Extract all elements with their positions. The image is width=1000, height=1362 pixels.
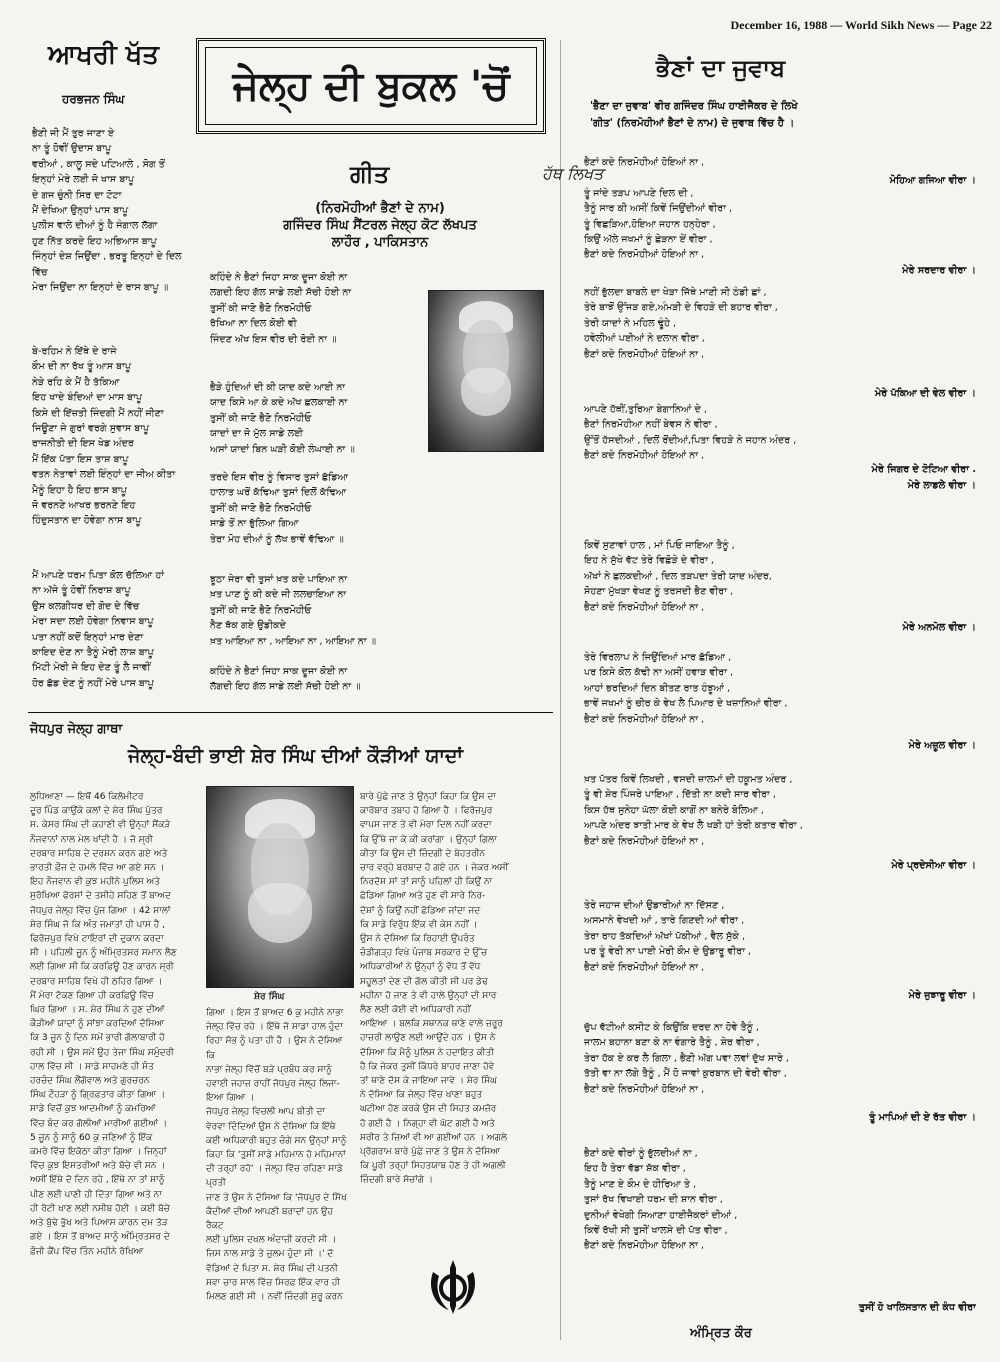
right-poem-refrain: ਤੁਸੀਂ ਹੋ ਖਾਲਿਸਤਾਨ ਦੀ ਕੰਧ ਵੀਰਾ [858, 1302, 976, 1313]
right-poem-stanza: ਤੇਰੇ ਵਿਰਲਾਪ ਨੇ ਜਿਉਂਦਿਆਂ ਮਾਰ ਛੱਡਿਆ , ਪਰ ਕਿਸੇ ਕੋਲ ਕੱਢੀ ਨਾ ਅਸੀਂ ਹਵਾੜ ਵੀਰਾ , ਆਹਾਂ ਭਰਦਿਆਂ ਦਿਨ ਬੀਤਣ ਰਾਤ ਹੰਝੂਆਂ , ਭਾਵੇਂ ਜਖਮਾਂ ਨੂੰ ਚੀਰ ਕੇ ਵੇਖ ਲੈ ਪਿਆਰ ਦੇ ਖਜ਼ਾਨਿਆਂ ਵੀਰਾ , ਭੈਣਾਂ ਕਦੇ ਨਿਰਮੋਹੀਆਂ ਹੋਇਆਂ ਨਾ , [584, 652, 788, 725]
middle-poem-stanza-3: ਤਰਦੇ ਇਸ ਵੀਰ ਨੂੰ ਵਿਸਾਰ ਤੁਸਾਂ ਛੱਡਿਆ ਹਾਲਾਤ ਘਰੋਂ ਕੱਢਿਆ ਤੁਸਾਂ ਦਿਲੋਂ ਕੱਢਿਆ ਤੁਸੀਂ ਕੀ ਜਾਣੋ ਭੈਣੋ ਨਿਰਮੋਹੀਓ ਸਾਡੇ ਤੋਂ ਨਾ ਭੁੱਲਿਆ ਗਿਆ ਤੇਰਾ ਮੋਹ ਦੀਆਂ ਨੂੰ ਲੱਖ ਭਾਵੇਂ ਵੱਢਿਆ ॥ [210, 472, 349, 545]
dateline: December 16, 1988 — World Sikh News — Page 22 [730, 18, 992, 32]
right-poem-stanza: ਨਹੀਂ ਭੁੱਲਦਾ ਬਾਬਲੇ ਦਾ ਖੇੜਾ ਜਿੱਥੇ ਮਾਣੀ ਸੀ ਠੰਡੀ ਛਾਂ , ਤੇਰੇ ਬਾਝੋਂ ਉੱਜੜ ਗਏ,ਅੰਮੜੀ ਦੇ ਵਿਹੜੇ ਦੀ ਬਹਾਰ ਵੀਰਾ , ਤੇਰੀ ਯਾਦਾਂ ਨੇ ਮਹਿਲ ਢੂੰਹੇ , ਹਵੇਲੀਆਂ ਪਈਆਂ ਨੇ ਦਲਾਨ ਵੀਰਾ , ਭੈਣਾਂ ਕਦੇ ਨਿਰਮੋਹੀਆਂ ਹੋਇਆਂ ਨਾ , [584, 287, 778, 360]
middle-poem-stanza-5: ਕਹਿੰਦੇ ਨੇ ਭੈਣਾਂ ਜਿਹਾ ਸਾਕ ਦੂਜਾ ਕੋਈ ਨਾ ਲੱਗਦੀ ਇਹ ਗੱਲ ਸਾਡੇ ਲਈ ਸੱਚੀ ਹੋਈ ਨਾ ॥ [210, 666, 361, 693]
right-poem-refrain: ਮੇਰੇ ਅਜ਼ੂਲ ਵੀਰਾ । [908, 740, 976, 751]
right-poem-refrain: ਮੇਰੇ ਜਿਗਰ ਦੇ ਟੋਟਿਆ ਵੀਰਾ . ਮੇਰੇ ਲਾਡਲੇ ਵੀਰਾ । [871, 464, 976, 491]
article-headline: ਜੇਲ੍ਹ-ਬੰਦੀ ਭਾਈ ਸ਼ੇਰ ਸਿੰਘ ਦੀਆਂ ਕੌੜੀਆਂ ਯਾਦਾਂ [128, 745, 463, 767]
right-poem-stanza: ਚੁੱਪ ਵੱਟੀਆਂ ਕਸੀਟ ਕੇ ਕਿਉਂਕਿ ਦਰਦ ਨਾ ਹੋਵੇ ਤੈਨੂੰ , ਜਾਲਮ ਬਹਾਨਾ ਬਣਾ ਕੇ ਨਾ ਵੰਗਾਰੇ ਤੈਨੂੰ , ਸ਼ੇਰ ਵੀਰਾ , ਤੇਰਾ ਹੱਕ ਏ ਕਰ ਲੈ ਗਿਲਾ , ਭੈਣੀ ਅੱਗ ਪਵਾ ਲਵਾਂ ਦੁੱਖ ਸਾਰੇ , ਤੱਤੀ ਵਾ ਨਾ ਲੱਗੇ ਤੈਨੂੰ , ਮੈਂ ਹੋ ਜਾਵਾਂ ਕੁਰਬਾਨ ਦੀ ਵੇਰੀ ਵੀਰਾ , ਭੈਣਾਂ ਕਦੇ ਨਿਰਮੋਹੀਆਂ ਹੋਇਆਂ ਨਾ , [584, 1022, 789, 1095]
left-poem-stanza-3: ਮੈਂ ਆਪਣੇ ਧਰਮ ਪਿਤਾ ਕੋਲ ਚੱਲਿਆ ਹਾਂ ਨਾ ਅੱਜੇ ਤੂੰ ਹੋਵੀਂ ਨਿਰਾਸ਼ ਬਾਪੂ ਉਸ ਕਲਗੀਧਰ ਦੀ ਗੋਦ ਦੇ ਵਿੱਚ ਮੇਰਾ ਸਦਾ ਲਈ ਹੋਵੇਗਾ ਨਿਵਾਸ ਬਾਪੂ ਪਤਾ ਨਹੀਂ ਕਦੋਂ ਇਨ੍ਹਾਂ ਮਾਰ ਦੇਣਾ ਕਾਇਦ ਦੇਣ ਨਾ ਤੈਨੂੰ ਮੇਰੀ ਲਾਸ਼ ਬਾਪੂ ਮਿੱਟੀ ਮੇਰੀ ਜੇ ਇਹ ਦੇਣ ਤੂੰ ਲੈ ਜਾਵੀਂ ਹੋਰ ਛੱਡ ਦੇਣ ਨੂੰ ਨਹੀਂ ਮੇਰੇ ਪਾਸ ਬਾਪੂ [32, 570, 165, 689]
right-poem-stanza: ਕਿਵੇਂ ਸੁਣਾਵਾਂ ਹਾਲ , ਮਾਂ ਪਿਓ ਜਾਇਆ ਤੈਨੂੰ , ਇਹ ਨੇ ਸੁੱਖੇ ਵੱਟ ਤੇਰੇ ਵਿਛੋੜੇ ਦੇ ਵੀਰਾ , ਅੱਖਾਂ ਨੇ ਛਲਕਦੀਆਂ , ਦਿਲ ਤੜਪਦਾ ਤੇਰੀ ਯਾਦ ਅੰਦਰ, ਸੋਹਣਾ ਮੁੱਖੜਾ ਵੇਖਣ ਨੂੰ ਤਰਸਦੀ ਭੈਣ ਵੀਰਾ , ਭੈਣਾਂ ਕਦੇ ਨਿਰਮੋਹੀਆਂ ਹੋਇਆਂ ਨਾ , [584, 540, 772, 613]
khanda-emblem-icon [425, 1254, 481, 1326]
middle-poem-author: ਗਜਿੰਦਰ ਸਿੰਘ ਸੈਂਟਰਲ ਜੇਲ੍ਹ ਕੋਟ ਲੱਖਪਤ [283, 218, 477, 233]
right-poem-stanza: ਆਪਣੇ ਹੱਥੀਂ,ਤੁਰਿਆ ਬੇਗਾਨਿਆਂ ਦੇ , ਭੈਣਾਂ ਨਿਰਮੋਹੀਆ ਨਹੀਂ ਬੇਵਸ ਨੇ ਵੀਰਾ , ਉੱਤੋਂ ਹੱਸਦੀਆਂ , ਦਿਲੋਂ ਰੋਂਦੀਆਂ,ਪਿਤਾ ਵਿਹੜੇ ਨੇ ਜਹਾਨ ਅੰਦਰ , ਭੈਣਾਂ ਕਦੇ ਨਿਰਮੋਹੀਆਂ ਹੋਇਆਂ ਨਾ , [584, 404, 797, 462]
right-poem-stanza: ਖ਼ਤ ਪੱਤਰ ਕਿਵੇਂ ਲਿਖਦੀ , ਵਸਦੀ ਜ਼ਾਲਮਾਂ ਦੀ ਹਕੂਮਤ ਅੰਦਰ , ਤੂੰ ਵੀ ਸ਼ੇਰ ਪਿੰਜਰੇ ਪਾਇਆ , ਦਿੱਤੀ ਨਾ ਕਦੀ ਸਾਰ ਵੀਰਾ , ਕਿਸ ਹੱਥ ਸੁਨੇਹਾ ਘੱਲਾ ਕੋਈ ਕਾਗੋਂ ਨਾ ਬਨੇਰੇ ਬੋਲਿਆ , ਆਪਣੇ ਅੰਦਰ ਝਾਤੀ ਮਾਰ ਕੇ ਵੇਖ ਲੈ ਖੜੀ ਹਾਂ ਤੇਰੀ ਕਤਾਰ ਵੀਰਾ , ਭੈਣਾਂ ਕਦੇ ਨਿਰਮੋਹੀਆਂ ਹੋਇਆਂ ਨਾ , [584, 774, 803, 847]
right-poem-title: ਭੈਣਾਂ ਦਾ ਜੁਵਾਬ [656, 54, 786, 82]
right-poem-stanza: ਤੇਰੇ ਜਹਾਜ ਦੀਆਂ ਉਡਾਰੀਆਂ ਨਾ ਦਿੱਸਣ , ਅਸਮਾਨੇ ਵੇਖਦੀ ਆਂ , ਤਾਰੇ ਗਿਣਦੀ ਆਂ ਵੀਰਾ , ਤੇਰਾ ਰਾਹ ਤੱਕਦਿਆਂ ਅੱਖਾਂ ਪੱਕੀਆਂ , ਵੈਲ ਸੁੱਕੇ , ਪਰ ਤੂੰ ਵੇਰੀ ਨਾ ਪਾਈ ਮੇਰੀ ਕੌਮ ਦੇ ਉਡਾਰੂ ਵੀਰਾ , ਭੈਣਾਂ ਕਦੇ ਨਿਰਮੋਹੀਆਂ ਹੋਇਆਂ ਨਾ , [584, 900, 752, 973]
middle-poem-stanza-4: ਝੂਠਾ ਜੇਰਾ ਵੀ ਤੁਸਾਂ ਖ਼ਤ ਕਦੇ ਪਾਇਆ ਨਾ ਖ਼ਤ ਪਾਣ ਨੂੰ ਕੀ ਕਦੇ ਜੀ ਲਲਚਾਇਆ ਨਾ ਤੁਸੀਂ ਕੀ ਜਾਣੋ ਭੈਣੋ ਨਿਰਮੋਹੀਓ ਨੈਣ ਥੱਕ ਗਏ ਉਡੀਕਦੇ ਖ਼ਤ ਆਇਆ ਨਾ , ਆਇਆ ਨਾ , ਆਇਆ ਨਾ ॥ [210, 574, 377, 647]
left-poem-author: ਹਰਭਜਨ ਸਿੰਘ [62, 92, 125, 106]
middle-poem-stanza-2: ਭੈੜੇ ਹੁੰਦਿਆਂ ਦੀ ਕੀ ਯਾਦ ਕਦੇ ਆਈ ਨਾ ਯਾਦ ਕਿਸੇ ਆ ਕੇ ਕਦੇ ਅੱਖ ਛਲਕਾਈ ਨਾ ਤੁਸੀਂ ਕੀ ਜਾਣੋ ਭੈਣੋ ਨਿਰਮੋਹੀਓ ਯਾਦਾਂ ਦਾ ਜੋ ਮੁੱਲ ਸਾਡੇ ਲਈ ਅਸਾਂ ਯਾਦਾਂ ਬਿਨ ਘੜੀ ਕੋਈ ਲੰਘਾਈ ਨਾ ॥ [210, 382, 355, 455]
middle-poem-stanza-1: ਕਹਿੰਦੇ ਨੇ ਭੈਣਾਂ ਜਿਹਾ ਸਾਕ ਦੂਜਾ ਕੋਈ ਨਾ ਲਗਦੀ ਇਹ ਗੱਲ ਸਾਡੇ ਲਈ ਸੱਚੀ ਹੋਈ ਨਾ ਤੁਸੀਂ ਕੀ ਜਾਣੋ ਭੈਣੋ ਨਿਰਮੋਹੀਓ ਰੱਖਿਆ ਨਾ ਦਿਲ ਕੋਈ ਵੀ ਜਿੰਦਣ ਅੱਖ ਇਸ ਵੀਰ ਦੀ ਰੋਈ ਨਾ ॥ [210, 272, 352, 345]
section-banner [196, 38, 546, 134]
middle-poem-place: ਲਾਹੌਰ , ਪਾਕਿਸਤਾਨ [331, 235, 429, 250]
right-poem-inline-address: ਮੋਹਿਆ ਗਜਿਆ ਵੀਰਾ । [889, 175, 976, 186]
right-poem-refrain: ਮੇਰੇ ਅਨਮੋਲ ਵੀਰਾ । [902, 622, 976, 633]
handwritten-note: ਹੱਥ ਲਿਖਤ [542, 164, 604, 183]
right-poem-refrain: ਤੂੰ ਮਾਪਿਆਂ ਦੀ ਏ ਰੱਤ ਵੀਰਾ । [869, 1112, 976, 1123]
right-poem-refrain: ਮੇਰੇ ਪ੍ਰਦੇਸੀਆ ਵੀਰਾ । [891, 860, 976, 871]
middle-poem-subtitle: (ਨਿਰਮੋਹੀਆਂ ਭੈਣਾਂ ਦੇ ਨਾਮ) [315, 201, 445, 216]
sher-singh-photo [206, 786, 354, 988]
article-column-3: ਬਾਰੇ ਪੁੱਛੇ ਜਾਣ ਤੇ ਉਨ੍ਹਾਂ ਕਿਹਾ ਕਿ ਉਸ ਦਾ ਕਾਰੋਬਾਰ ਤਬਾਹ ਹੋ ਗਿਆ ਹੈ । ਫਿਰੋਜ਼ਪੁਰ ਵਾਪਸ ਜਾਣ ਤੇ ਵੀ ਮੇਰਾ ਦਿਲ ਨਹੀਂ ਕਰਦਾ ਕਿ ਉੱਥੇ ਜਾ ਕੇ ਕੀ ਕਰਾਂਗਾ । ਉਨ੍ਹਾਂ ਗਿਲਾ ਕੀਤਾ ਕਿ ਉਸ ਦੀ ਜ਼ਿੰਦਗੀ ਦੇ ਬੇਹਤਰੀਨ ਚਾਰ ਵਰ੍ਹੇ ਬਰਬਾਦ ਹੋ ਗਏ ਹਨ । ਜੇਕਰ ਅਸੀਂ ਨਿਰਦੋਸ਼ ਸਾਂ ਤਾਂ ਸਾਨੂੰ ਪਹਿਲਾਂ ਹੀ ਕਿਉਂ ਨਾ ਛੱਡਿਆ ਗਿਆ ਅਤੇ ਹੁਣ ਵੀ ਸਾਰੇ ਨਿਰ- ਦੋਸ਼ਾਂ ਨੂੰ ਕਿਉਂ ਨਹੀਂ ਛੱਡਿਆ ਜਾਂਦਾ ਜਦ ਕਿ ਸਾਡੇ ਵਿਰੁੱਧ ਇੱਕ ਵੀ ਕੇਸ ਨਹੀਂ । ਉਸ ਨੇ ਦੱਸਿਆ ਕਿ ਰਿਹਾਈ ਉਪਰੰਤ ਚੰਡੀਗੜ੍ਹ ਵਿਖੇ ਪੰਜਾਬ ਸਰਕਾਰ ਦੇ ਉੱਚ ਅਧਿਕਾਰੀਆਂ ਨੇ ਉਨ੍ਹਾਂ ਨੂੰ ਵੱਧ ਤੋਂ ਵੱਧ ਸਹੂਲਤਾਂ ਦੇਣ ਦੀ ਗੱਲ ਕੀਤੀ ਸੀ ਪਰ ਡੇਢ ਮਹੀਨਾ ਹੋ ਜਾਣ ਤੇ ਵੀ ਹਾਲੇ ਉਨ੍ਹਾਂ ਦੀ ਸਾਰ ਲੈਣ ਲਈ ਕੋਈ ਵੀ ਅਧਿਕਾਰੀ ਨਹੀਂ ਆਇਆ । ਬਲਕਿ ਸਥਾਨਕ ਥਾਣੇ ਵਾਲੇ ਜ਼ਰੂਰ ਹਾਜ਼ਰੀ ਲਾਉਣ ਲਈ ਆਉਂਦੇ ਹਨ । ਉਸ ਨੇ ਦੱਸਿਆ ਕਿ ਮੈਨੂੰ ਪੁਲਿਸ ਨੇ ਹਦਾਇਤ ਕੀਤੀ ਹੈ ਕਿ ਜੇਕਰ ਤੁਸੀਂ ਕਿੱਧਰੇ ਬਾਹਰ ਜਾਣਾ ਹੋਵੇ ਤਾਂ ਥਾਣੇ ਦੱਸ ਕੇ ਜਾਇਆ ਜਾਵੇ । ਸ਼ੇਰ ਸਿੰਘ ਨੇ ਦੱਸਿਆ ਕਿ ਜੇਲ੍ਹ ਵਿੱਚ ਖਾਣਾ ਬਹੁਤ ਘਟੀਆ ਹੋਣ ਕਰਕੇ ਉਸ ਦੀ ਸਿਹਤ ਕਮਜ਼ੋਰ ਹੋ ਗਈ ਹੈ । ਨਿਗ੍ਹਾ ਵੀ ਘੱਟ ਗਈ ਹੈ ਅਤੇ ਸਰੀਰ ਤੇ ਜ਼ਿਆਂ ਵੀ ਆ ਗਈਆਂ ਹਨ । ਅਗਲੇ ਪ੍ਰੋਗਰਾਮ ਬਾਰੇ ਪੁੱਛੇ ਜਾਣ ਤੇ ਉਸ ਨੇ ਦੱਸਿਆ ਕਿ ਪੂਰੀ ਤਰ੍ਹਾਂ ਸਿਹਤਯਾਬ ਹੋਣ ਤੇ ਹੀ ਅਗਲੀ ਜ਼ਿੰਦਗੀ ਬਾਰੇ ਸੋਚਾਂਗੇ । [360, 792, 509, 1186]
left-poem-stanza-1: ਭੈਣੀ ਜੀ ਮੈਂ ਤੁਰ ਜਾਣਾ ਏ ਨਾ ਤੂੰ ਹੋਵੀਂ ਉਦਾਸ ਬਾਪੂ ਵਰੀਆਂ , ਕਾਲੂ ਸਦੇ ਪਟਿਆਲੇ , ਸੋਗ ਤੋਂ ਇਨ੍ਹਾਂ ਮੇਰੇ ਲਈ ਜੋ ਖਾਸ ਬਾਪੂ ਦੇ ਗਜ ਚੁੰਨੀ ਸਿਰ ਦਾ ਟੋਟਾ ਮੈਂ ਦੇਖਿਆ ਉਨ੍ਹਾਂ ਪਾਸ ਬਾਪੂ ਪੁਲੀਸ ਵਾਲੇ ਦੀਆਂ ਨੂੰ ਹੈ ਜੰਗਾਲ ਲੱਗਾ ਹੁਣ ਨਿੱਤ ਕਰਦੇ ਇਹ ਅਭਿਆਸ ਬਾਪੂ ਜਿੰਨ੍ਹਾਂ ਦੇਸ਼ ਜਿਉਂਦਾ , ਭਰਤੂ ਇਨ੍ਹਾਂ ਦੇ ਦਿਲ ਵਿੱਚ ਮੇਰਾ ਜਿਉਂਦਾ ਨਾ ਇਨ੍ਹਾਂ ਦੇ ਰਾਸ ਬਾਪੂ ॥ [32, 128, 182, 294]
right-poem-stanza: ਭੈਣਾਂ ਕਦੇ ਵੀਰਾਂ ਨੂੰ ਭੁੱਲਦੀਆਂ ਨਾ , ਇਹ ਹੈ ਤੇਰਾ ਵੱਡਾ ਸ਼ੱਕ ਵੀਰਾ , ਤੈਨੂੰ ਮਾਣ ਏ ਕੌਮ ਦੇ ਹੀਰਿਆ ਤੇ , ਤੁਸਾਂ ਰੱਖ ਵਿਖਾਈ ਧਰਮ ਦੀ ਸ਼ਾਨ ਵੀਰਾ , ਦੁਨੀਆਂ ਵੇਖੇਗੀ ਸਿਆਣਾ ਹਾਈਜੈਕਰਾਂ ਦੀਆਂ , ਕਿਵੇਂ ਰੱਖੀ ਸੀ ਤੁਸੀਂ ਖਾਲਸੇ ਦੀ ਪੱਤ ਵੀਰਾ , ਭੈਣਾਂ ਕਦੇ ਨਿਰਮੋਹੀਆ ਹੋਇਆ ਨਾ , [584, 1148, 738, 1252]
article-column-2: ਗਿਆ । ਇਸ ਤੋਂ ਬਾਅਦ 6 ਕੁ ਮਹੀਨੇ ਨਾਭਾ ਜੇਲ੍ਹ ਵਿੱਚ ਰਹੇ । ਇੱਥੇ ਜੋ ਸਾਡਾ ਹਾਲ ਹੁੰਦਾ ਰਿਹਾ ਸੱਭ ਨੂੰ ਪਤਾ ਹੀ ਹੈ । ਉਸ ਨੇ ਦੱਸਿਆ ਕਿ ਨਾਭਾ ਜੇਲ੍ਹ ਵਿੱਚੋਂ ਬੜੇ ਪ੍ਰਬੰਧ ਕਰ ਸਾਨੂੰ ਹਵਾਈ ਜਹਾਜ਼ ਰਾਹੀਂ ਜੋਧਪੁਰ ਜੇਲ੍ਹ ਲਿਜਾ- ਇਆ ਗਿਆ । ਜੋਧਪੁਰ ਜੇਲ੍ਹ ਵਿਚਲੀ ਆਪ ਬੀਤੀ ਦਾ ਵੇਰਵਾ ਦਿੰਦਿਆਂ ਉਸ ਨੇ ਦੱਸਿਆ ਕਿ ਇੱਥੇ ਕਈ ਅਧਿਕਾਰੀ ਬਹੁਤ ਚੰਗੇ ਸਨ ਉਨ੍ਹਾਂ ਸਾਨੂੰ ਕਿਹਾ ਕਿ 'ਤੁਸੀਂ ਸਾਡੇ ਮਹਿਮਾਨ ਹੋ ਮਹਿਮਾਨਾਂ ਦੀ ਤਰ੍ਹਾਂ ਰਹੋ' । ਜੇਲ੍ਹ ਵਿੱਚ ਰਹਿਣਾ ਸਾਡੇ ਪ੍ਰਤੀ ਜਾਣ ਤੇ ਉਸ ਨੇ ਦੱਸਿਆ ਕਿ 'ਜੋਧਪੁਰ ਦੇ ਸਿੱਖ ਕੈਦੀਆਂ ਦੀਆਂ ਆਪਣੀ ਬਰਾਦਾਂ ਹਨ ਉਹ ਰੈਕਟ ਲਈ ਪੁਲਿਸ ਦਖਲ ਅੰਦਾਜ਼ੀ ਕਰਦੀ ਸੀ । ਜਿਸ ਨਾਲ ਸਾਡੇ ਤੇ ਜ਼ੁਲਮ ਹੁੰਦਾ ਸੀ ।' ਦੋ ਵੱਡਿਆਂ ਦੇ ਪਿਤਾ ਸ. ਸ਼ੇਰ ਸਿੰਘ ਦੀ ਪਤਨੀ ਸਵਾ ਚਾਰ ਸਾਲ ਵਿੱਚ ਸਿਰਫ਼ ਇੱਕ ਵਾਰ ਹੀ ਮਿਲਣ ਗਈ ਸੀ । ਨਵੀਂ ਜ਼ਿੰਦਗੀ ਸ਼ੁਰੂ ਕਰਨ [206, 1008, 347, 1303]
column-divider [560, 40, 561, 1340]
photo-caption: ਸ਼ੇਰ ਸਿੰਘ [254, 992, 285, 1002]
right-poem-refrain: ਮੇਰੇ ਪੱਕਿਆ ਦੀ ਵੇਲ ਵੀਰਾ । [874, 388, 976, 399]
middle-poem-title: ਗੀਤ [350, 160, 390, 188]
right-poem-refrain: ਮੇਰੇ ਸਰਦਾਰ ਵੀਰਾ । [902, 265, 976, 276]
article-column-1: ਲੁਧਿਆਣਾ — ਇਥੋਂ 46 ਕਿਲੋਮੀਟਰ ਦੂਰ ਪਿੰਡ ਕਾਉਂਕੇ ਕਲਾਂ ਦੇ ਸ਼ੇਰ ਸਿੰਘ ਪੁੱਤਰ ਸ. ਕੇਸਰ ਸਿੰਘ ਦੀ ਕਹਾਣੀ ਵੀ ਉਨ੍ਹਾਂ ਸੈਂਕੜੇ ਨੌਜਵਾਨਾਂ ਨਾਲ ਮੇਲ ਖਾਂਦੀ ਹੈ । ਜੋ ਸ੍ਰੀ ਦਰਬਾਰ ਸਾਹਿਬ ਦੇ ਦਰਸ਼ਨ ਕਰਨ ਗਏ ਅਤੇ ਭਾਰਤੀ ਫ਼ੌਜ ਦੇ ਹਮਲੇ ਵਿੱਚ ਆ ਗਏ ਸਨ । ਇਹ ਨੌਜਵਾਨ ਵੀ ਕੁਝ ਮਹੀਨੇ ਪੁਲਿਸ ਅਤੇ ਸੁਰੱਖਿਆ ਫੋਰਸਾਂ ਦੇ ਤਸੀਹੇ ਸਹਿਣ ਤੋਂ ਬਾਅਦ ਜੋਧਪੁਰ ਜੇਲ੍ਹ ਵਿੱਚ ਪੁੱਜ ਗਿਆ । 42 ਸਾਲਾਂ ਸ਼ੇਰ ਸਿੰਘ ਜੋ ਕਿ ਅੰਤ ਜਮਾਤਾਂ ਹੀ ਪਾਸ ਹੈ , ਫਿਰੋਜ਼ਪੁਰ ਵਿਖੇ ਟਾਇਰਾਂ ਦੀ ਦੁਕਾਨ ਕਰਦਾ ਸੀ । ਪਹਿਲੀ ਜੂਨ ਨੂੰ ਅੰਮ੍ਰਿਤਸਰ ਸਮਾਨ ਲੈਣ ਲਈ ਗਿਆ ਸੀ ਕਿ ਕਰਫ਼ਿਊ ਹੋਣ ਕਾਰਨ ਸ੍ਰੀ ਦਰਬਾਰ ਸਾਹਿਬ ਵਿਖੇ ਹੀ ਠਹਿਰ ਗਿਆ । ਮੈਂ ਮੇਰਾ ਟੋਕਣ ਗਿਆ ਹੀ ਕਰਫ਼ਿਊ ਵਿੱਚ ਘਿਰ ਗਿਆ । ਸ. ਸ਼ੇਰ ਸਿੰਘ ਨੇ ਹੁਣ ਦੀਆਂ ਕੌੜੀਆਂ ਯਾਦਾਂ ਨੂੰ ਸਾਂਝਾ ਕਰਦਿਆਂ ਦੱਸਿਆ ਕਿ 3 ਜੂਨ ਨੂੰ ਦਿਨ ਸਮੇਂ ਭਾਰੀ ਗੋਲਾਬਾਰੀ ਹੋ ਰਹੀ ਸੀ । ਉਸ ਸਮੇਂ ਉਹ ਤੇਜਾ ਸਿੰਘ ਸਮੁੰਦਰੀ ਹਾਲ ਵਿੱਚ ਸੀ । ਸਾਡੇ ਸਾਹਮਣੇ ਹੀ ਸੰਤ ਹਰਚੰਦ ਸਿੰਘ ਲੌਂਗੋਵਾਲ ਅਤੇ ਗੁਰਚਰਨ ਸਿੰਘ ਟੌਹੜਾ ਨੂੰ ਗ੍ਰਿਫ਼ਤਾਰ ਕੀਤਾ ਗਿਆ । ਸਾਡੇ ਵਿਚੋਂ ਕੁਝ ਆਦਮੀਆਂ ਨੂੰ ਕਮਰਿਆਂ ਵਿੱਚ ਬੰਦ ਕਰ ਗੋਲੀਆਂ ਮਾਰੀਆਂ ਗਈਆਂ । 5 ਜੂਨ ਨੂੰ ਸਾਨੂੰ 60 ਕੁ ਜਣਿਆਂ ਨੂੰ ਇੱਕ ਕਮਰੇ ਵਿੱਚ ਇਕੱਠਾ ਕੀਤਾ ਗਿਆ । ਜਿਨ੍ਹਾਂ ਵਿੱਚ ਕੁਝ ਇਸਤਰੀਆਂ ਅਤੇ ਬੱਚੇ ਵੀ ਸਨ । ਅਸੀਂ ਇੱਥੇ ਦੋ ਦਿਨ ਰਹੇ , ਇੱਥੇ ਨਾ ਤਾਂ ਸਾਨੂੰ ਪੀਣ ਲਈ ਪਾਣੀ ਹੀ ਦਿੱਤਾ ਗਿਆ ਅਤੇ ਨਾ ਹੀ ਰੋਟੀ ਖਾਣ ਲਈ ਨਸੀਬ ਹੋਈ । ਕਈ ਬੱਚੇ ਅਤੇ ਬੁੱਢੇ ਭੁੱਖ ਅਤੇ ਪਿਆਸ ਕਾਰਨ ਦਮ ਤੋੜ ਗਏ । ਇਸ ਤੋਂ ਬਾਅਦ ਸਾਨੂੰ ਅੰਮ੍ਰਿਤਸਰ ਦੇ ਫ਼ੌਜੀ ਕੈਂਪ ਵਿੱਚ ਤਿੰਨ ਮਹੀਨੇ ਰੱਖਿਆ [30, 792, 177, 1257]
gajinder-singh-photo [428, 290, 544, 452]
banner-title: ਜੇਲ੍ਹ ਦੀ ਬੁਕਲ 'ਚੋਂ [205, 47, 537, 125]
middle-poem-byline [200, 200, 560, 251]
right-poem-refrain: ਮੇਰੇ ਜੁਝਾਰੂ ਵੀਰਾ । [908, 990, 976, 1001]
left-poem-stanza-2: ਬੇ-ਰਹਿਮ ਨੇ ਇੱਥੇ ਦੇ ਰਾਜੇ ਕੌਮ ਦੀ ਨਾ ਰੱਖ ਤੂੰ ਆਸ ਬਾਪੂ ਨੇੜੇ ਰਹਿ ਕੇ ਮੈਂ ਹੈ ਤੱਕਿਆ ਇਹ ਖਾਦੇ ਬੰਦਿਆਂ ਦਾ ਮਾਸ ਬਾਪੂ ਕਿਸੇ ਦੀ ਇੱਜ਼ਤੀ ਜਿੰਦਗੀ ਮੈਂ ਨਹੀਂ ਜੀਣਾ ਜਿਊਣਾ ਜੇ ਗੁਰਾਂ ਵਰਗੇ ਸੁਵਾਸ ਬਾਪੂ ਰਾਜਨੀਤੀ ਦੀ ਇਸ ਖੇਡ ਅੰਦਰ ਮੈਂ ਇੱਕ ਪੱਤਾ ਇਸ ਤਾਸ਼ ਬਾਪੂ ਵਤਨ ਨੇਤਾਵਾਂ ਲਈ ਇੰਨ੍ਹਾਂ ਦਾ ਜੀਅ ਕੀਤਾ ਮੈਨੂੰ ਇਹਾ ਹੈ ਇਹ ਭਾਸ ਬਾਪੂ ਜੋ ਵਰਨਣੇ ਆਖਰ ਭਰਨਣੇ ਇਹ ਹਿੰਦੁਸਤਾਨ ਦਾ ਹੋਵੇਗਾ ਨਾਸ ਬਾਪੂ [32, 346, 176, 527]
section-divider [28, 712, 553, 713]
right-poem-stanza: ਭੈਣਾਂ ਕਦੇ ਨਿਰਮੋਹੀਆਂ ਹੋਇਆਂ ਨਾ , ਤੂੰ ਜਾਂਦੇ ਤੜਪ ਆਪਣੇ ਦਿਲ ਦੀ , ਤੈਨੂੰ ਸਾਰ ਕੀ ਅਸੀਂ ਕਿਵੇਂ ਜਿਉਂਦੀਆਂ ਵੀਰਾ , ਤੂੰ ਵਿਛੜਿਆ,ਹੋਇਆ ਜਹਾਨ ਹਨ੍ਹੇਰਾ , ਕਿਉਂ ਅੱਲੇ ਜਖਮਾਂ ਨੂੰ ਛੇੜਨਾ ਏਂ ਵੀਰਾ , ਭੈਣਾਂ ਕਦੇ ਨਿਰਮੋਹੀਆਂ ਹੋਇਆਂ ਨਾ , [584, 157, 733, 261]
left-poem-title: ਆਖਰੀ ਖੱਤ [48, 40, 159, 70]
right-poem-signature: ਅੰਮ੍ਰਿਤ ਕੌਰ [690, 1326, 752, 1341]
article-kicker: ਜੋਧਪੁਰ ਜੇਲ੍ਹ ਗਾਥਾ [30, 722, 123, 737]
right-poem-intro: 'ਭੈਣਾ ਦਾ ਜੁਵਾਬ' ਵੀਰ ਗਜਿੰਦਰ ਸਿੰਘ ਹਾਈਜੈਕਰ ਦੇ ਲਿਖੇ 'ਗੀਤ' (ਨਿਰਮੋਹੀਆਂ ਭੈਣਾਂ ਦੇ ਨਾਮ) ਦੇ ਜੁਵਾਬ ਵਿੱਚ ਹੈ । [590, 101, 798, 129]
